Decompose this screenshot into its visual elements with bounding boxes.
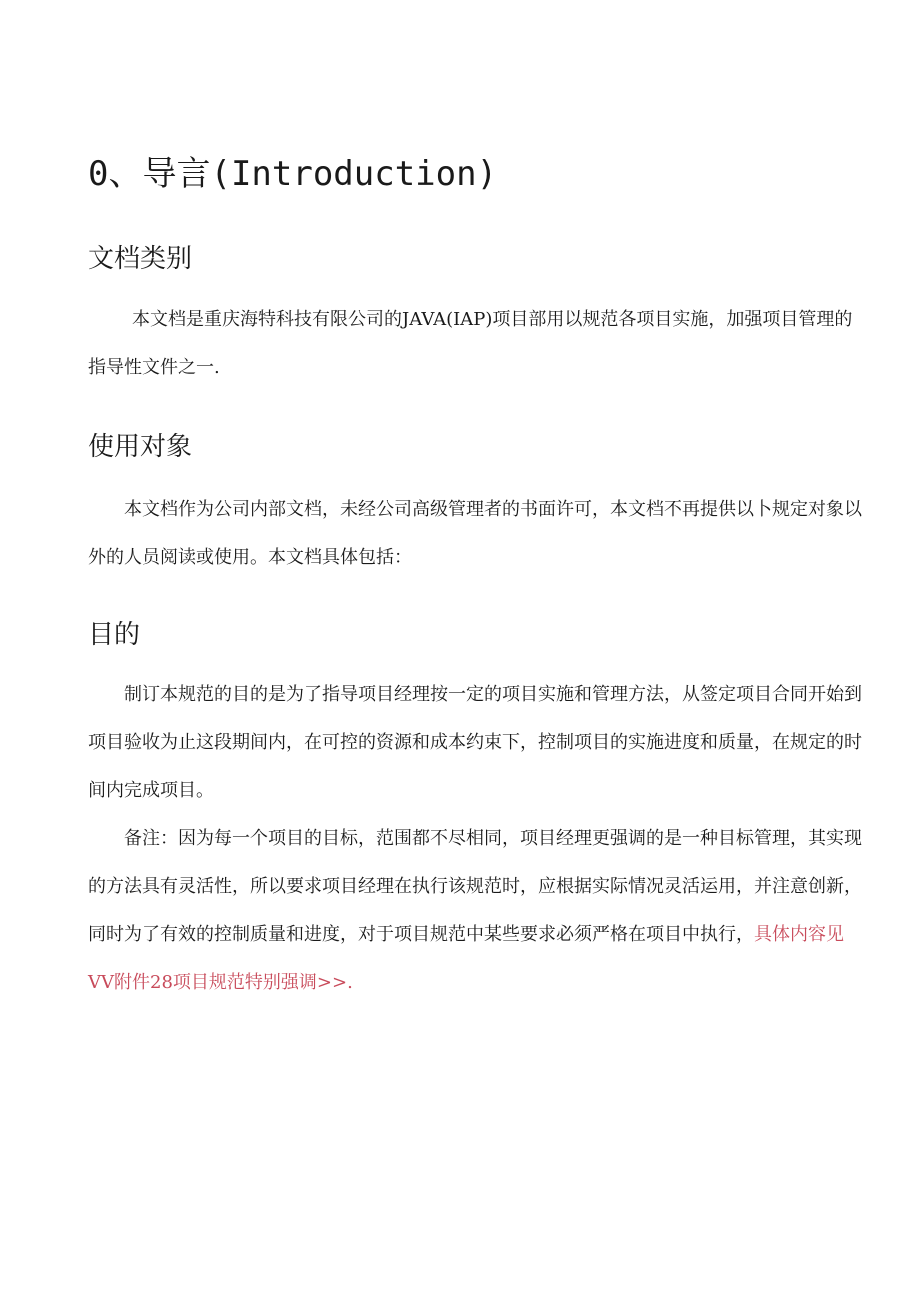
- doc-category-paragraph: 本文档是重庆海特科技有限公司的JAVA(IAP)项目部用以规范各项目实施，加强项目管理的指导性文件之一.: [88, 309, 853, 378]
- note-text: 备注：因为每一个项目的目标，范围都不尽相同，项目经理更强调的是一种目标管理，其实现的方法具有灵活性，所以要求项目经理在执行该规范时，应根据实际情况灵活运用，并注意创新，同时为了有效的控制质量和进度，对于项目规范中某些要求必须严格在项目中执行，: [88, 828, 862, 945]
- purpose-paragraph: 制订本规范的目的是为了指导项目经理按一定的项目实施和管理方法，从签定项目合同开始到项目验收为止这段期间内，在可控的资源和成本约束下，控制项目的实施进度和质量，在规定的时间内完成项目。: [88, 684, 862, 801]
- audience-paragraph: 本文档作为公司内部文档，未经公司高级管理者的书面许可，本文档不再提供以卜规定对象以外的人员阅读或使用。本文档具体包括：: [88, 499, 862, 568]
- section-heading-doc-category: 文档类别: [88, 244, 193, 274]
- section-heading-purpose: 目的: [88, 620, 141, 650]
- chapter-title: 0、导言(Introduction): [88, 154, 498, 194]
- section-heading-audience: 使用对象: [88, 432, 193, 462]
- note-reference-link[interactable]: 具体内容见VV附件28项目规范特别强调>>.: [88, 924, 844, 993]
- purpose-note-paragraph: [88, 815, 868, 1007]
